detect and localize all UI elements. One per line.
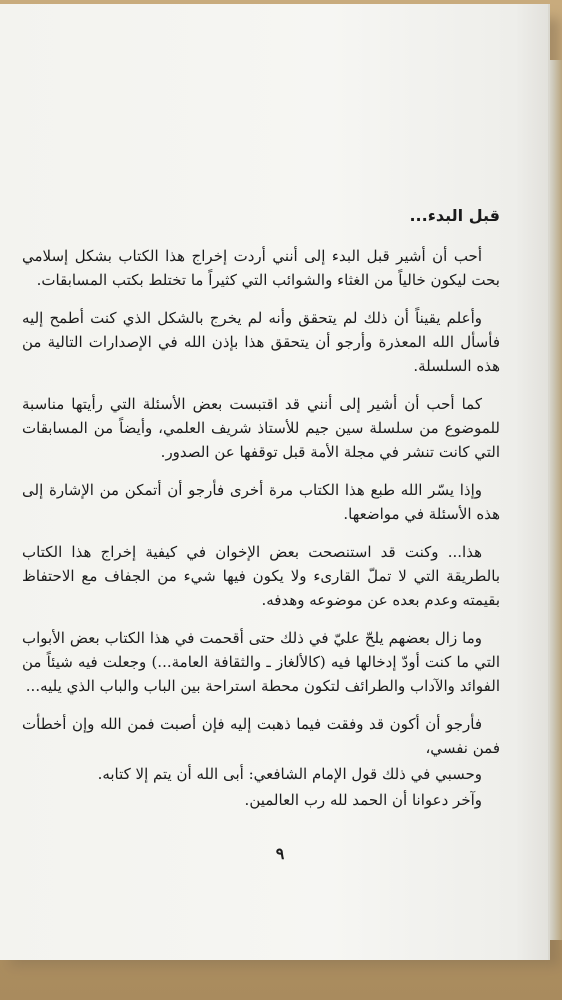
paragraph: وآخر دعوانا أن الحمد لله رب العالمين. — [244, 791, 482, 809]
paragraph: وما زال بعضهم يلحّ عليّ في ذلك حتى أقحمت في هذا الكتاب بعض الأبواب التي ما كنت أودّ إدخالها فيه (كالألغاز ـ والثقافة العامة...) وجعلت فيه شيئاً من الفوائد والآداب والطرائف لتكون محطة استراحة بين الباب والباب الذي يليه... — [22, 629, 500, 695]
paragraph: وإذا يسّر الله طبع هذا الكتاب مرة أخرى فأرجو أن أتمكن من الإشارة إلى هذه الأسئلة في مواضعها. — [22, 481, 500, 523]
text-block — [22, 204, 500, 826]
paragraph: كما أحب أن أشير إلى أنني قد اقتبست بعض الأسئلة التي رأيتها مناسبة للموضوع من سلسلة سين جيم للأستاذ شريف العلمي، وأيضاً من المسابقات التي كانت تنشر في مجلة الأمة قبل توقفها عن الصدور. — [22, 395, 500, 461]
book-page — [0, 4, 550, 960]
section-heading: قبل البدء... — [409, 206, 500, 225]
paragraph: فأرجو أن أكون قد وفقت فيما ذهبت إليه فإن أصبت فمن الله وإن أخطأت فمن نفسي، — [22, 715, 500, 757]
paragraph: وحسبي في ذلك قول الإمام الشافعي: أبى الله أن يتم إلا كتابه. — [97, 765, 482, 783]
paragraph: وأعلم يقيناً أن ذلك لم يتحقق وأنه لم يخرج بالشكل الذي كنت أطمح إليه فأسأل الله المعذرة وأرجو أن يتحقق هذا بإذن الله في الإصدارات التالية من هذه السلسلة. — [22, 309, 500, 375]
paragraph: أحب أن أشير قبل البدء إلى أنني أردت إخراج هذا الكتاب بشكل إسلامي بحت ليكون خالياً من الغثاء والشوائب التي كثيراً ما تختلط بكتب المسابقات. — [22, 247, 500, 289]
page-number: ٩ — [275, 844, 285, 863]
paragraph: هذا... وكنت قد استنصحت بعض الإخوان في كيفية إخراج هذا الكتاب بالطريقة التي لا تملّ القارىء ولا يكون فيها شيء من الجفاف مع الاحتفاظ بقيمته وعدم بعده عن موضوعه وهدفه. — [22, 543, 500, 609]
